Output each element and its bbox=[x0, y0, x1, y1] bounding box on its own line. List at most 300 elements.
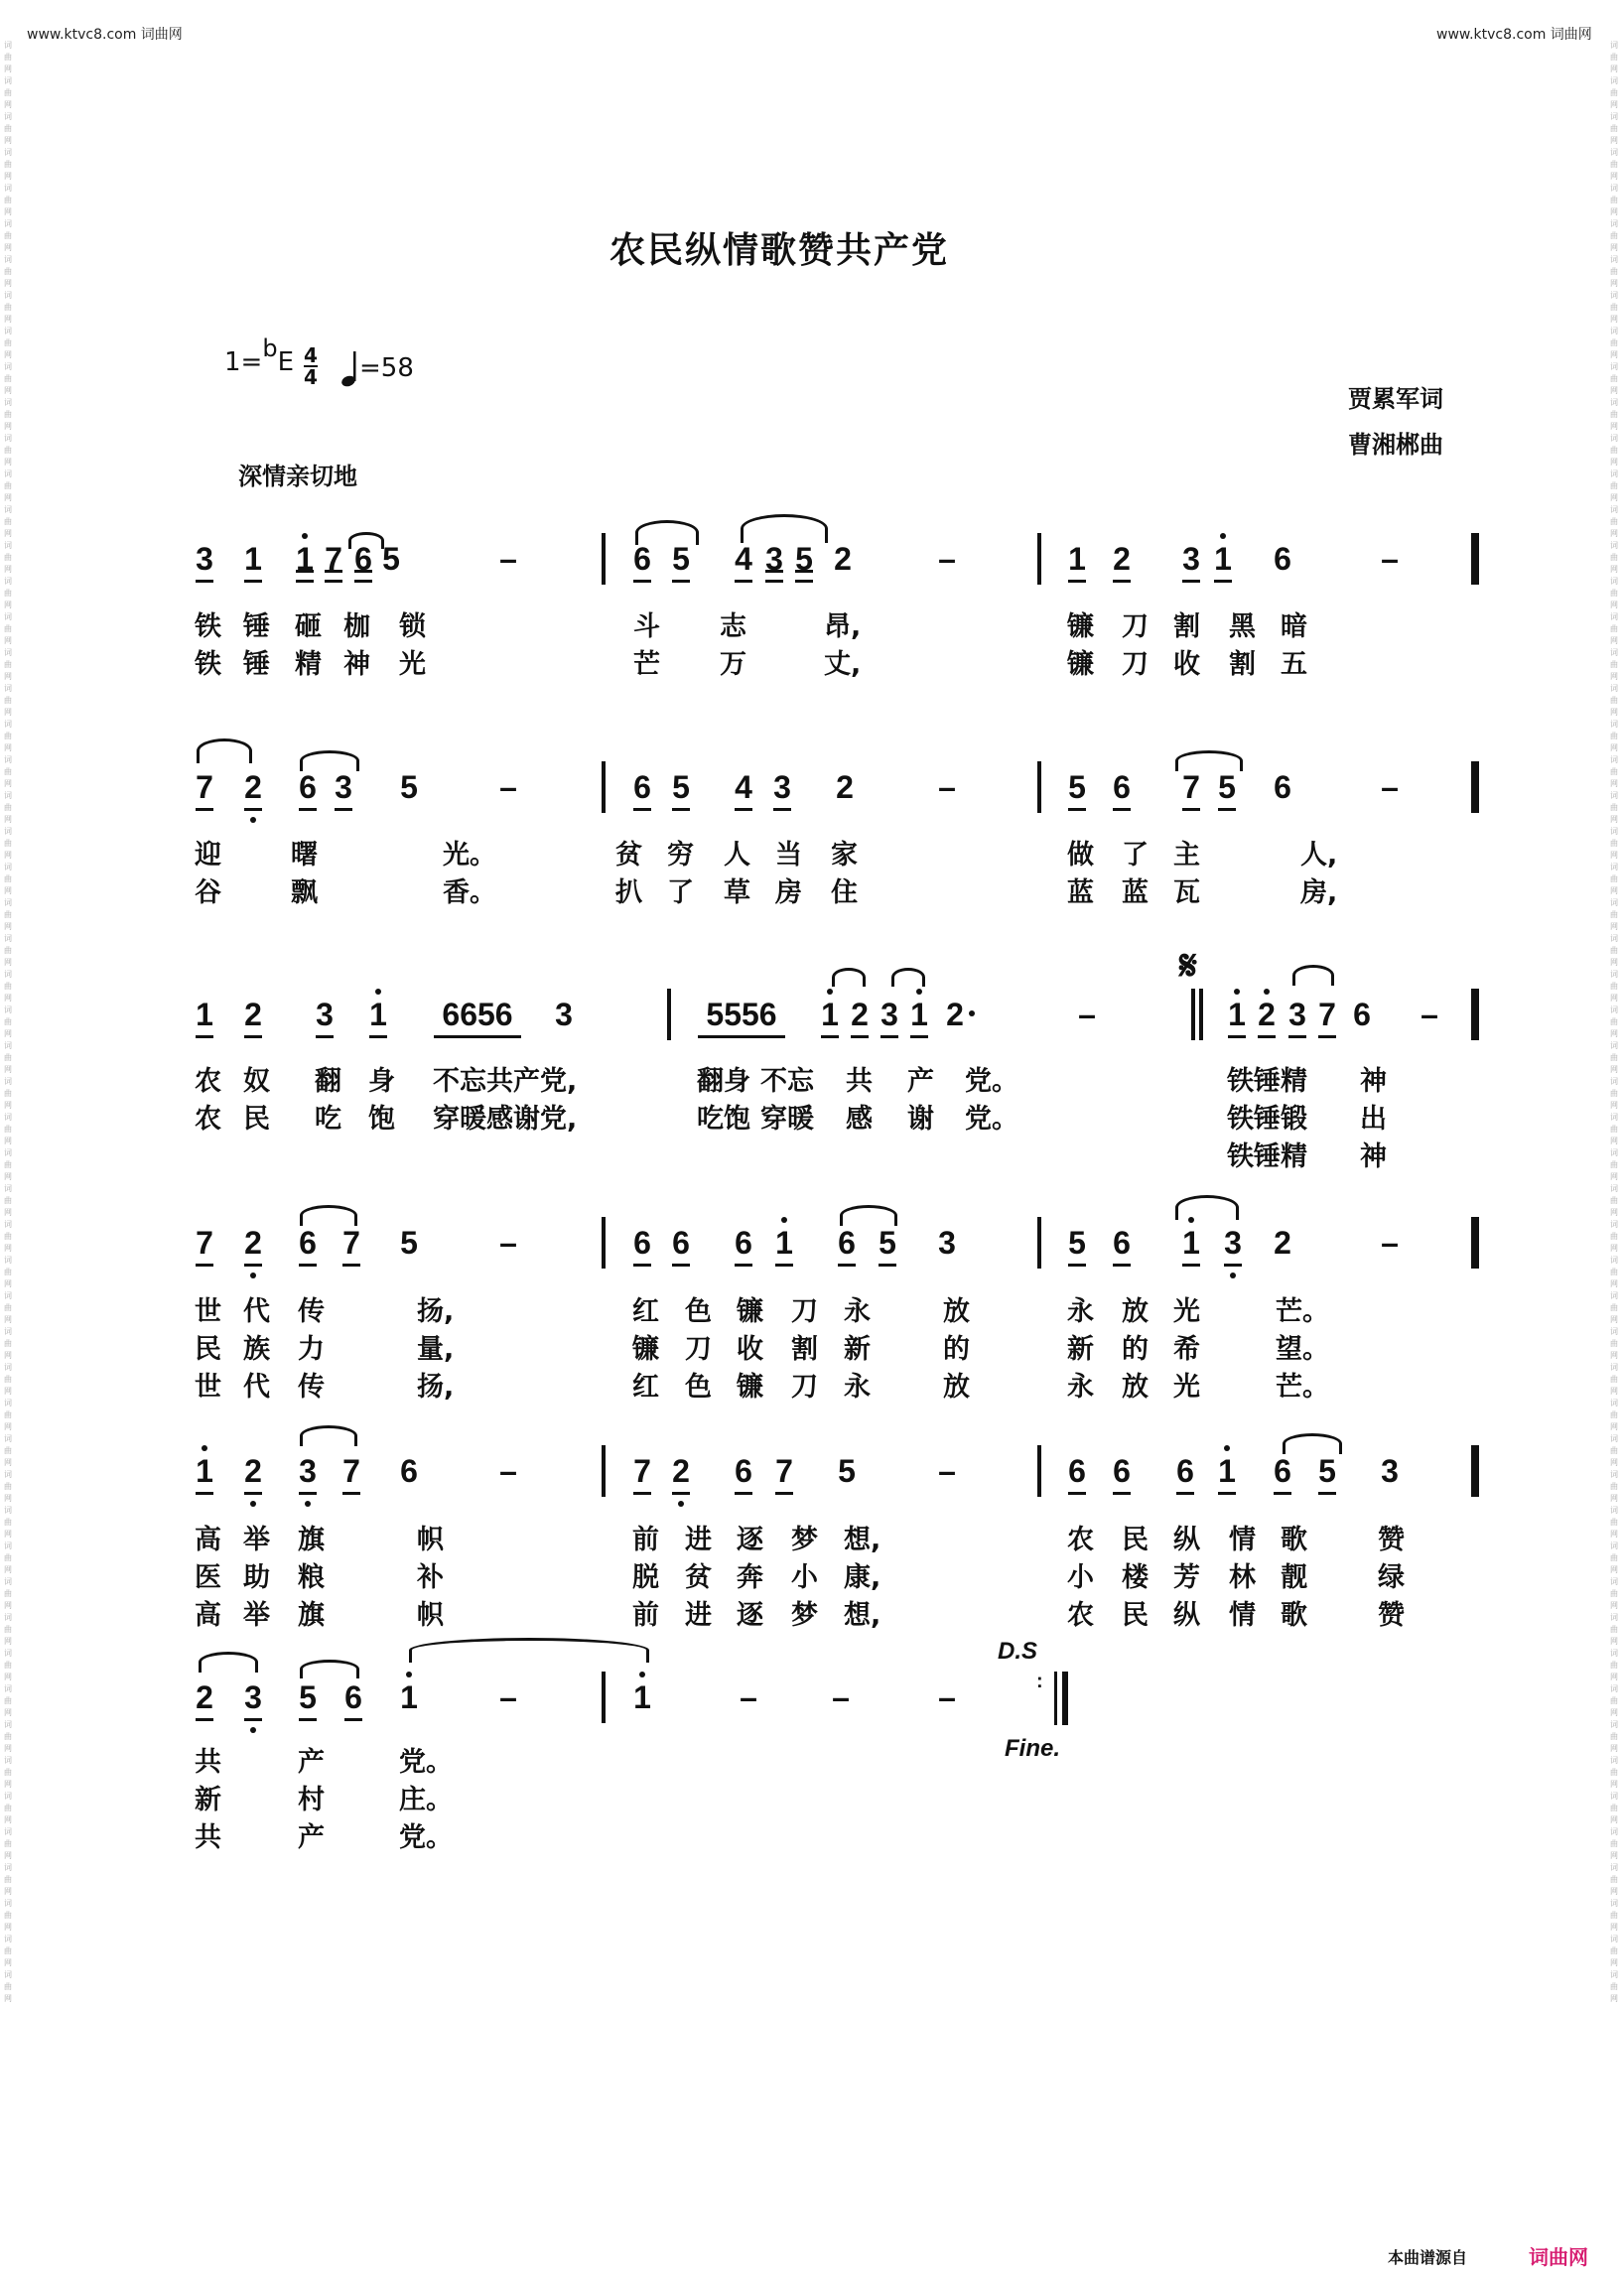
lyric: 蓝 bbox=[1122, 877, 1149, 908]
lyric: 世 bbox=[195, 1296, 221, 1327]
lyric: 光 bbox=[399, 649, 426, 680]
note: 7 bbox=[196, 769, 213, 805]
barline bbox=[1037, 533, 1041, 585]
lyric: 光 bbox=[1173, 1372, 1200, 1403]
lyric: 铁 bbox=[195, 649, 221, 680]
key-signature bbox=[224, 335, 294, 377]
lyric: 翻身 bbox=[697, 1066, 750, 1097]
note: 3 bbox=[555, 997, 573, 1032]
lyric: 锁 bbox=[399, 611, 426, 642]
barline bbox=[1037, 1217, 1041, 1269]
lyric: 刀 bbox=[791, 1372, 818, 1403]
note: 2 bbox=[243, 1453, 263, 1489]
slur bbox=[840, 1205, 897, 1226]
slur bbox=[1175, 750, 1243, 771]
lyric: 量, bbox=[417, 1334, 455, 1365]
lyric: 芒 bbox=[633, 649, 660, 680]
lyric: 传 bbox=[298, 1372, 325, 1403]
key-letter: E bbox=[277, 347, 294, 377]
lyric: 医 bbox=[195, 1562, 221, 1593]
lyric: 神 bbox=[343, 649, 370, 680]
lyric: 共 bbox=[195, 1747, 221, 1778]
low-octave-dot bbox=[250, 817, 256, 823]
lyric: 色 bbox=[685, 1372, 712, 1403]
note: 5 bbox=[1068, 769, 1086, 805]
lyric: 扬, bbox=[417, 1372, 455, 1403]
note: 7 bbox=[325, 541, 342, 577]
lyric: 刀 bbox=[1122, 611, 1149, 642]
tempo: =58 bbox=[359, 353, 414, 383]
note: 2 bbox=[1113, 541, 1131, 577]
side-watermark-left: 词曲网词曲网词曲网词曲网词曲网词曲网词曲网词曲网词曲网词曲网词曲网词曲网词曲网词曲网词曲网词曲网词曲网词曲网词曲网词曲网词曲网词曲网词曲网词曲网词曲网词曲网词曲网词曲网词曲网词曲网词曲网词曲网词曲网词曲网词曲网词曲网词曲网词曲网词曲网词曲网词曲网词曲网词曲网词曲网词曲网词曲网词曲网词曲网词曲网词曲网词曲网词曲网词曲网词曲网词曲网 bbox=[4, 41, 12, 2003]
lyric: 红 bbox=[632, 1296, 659, 1327]
note: 6 bbox=[344, 1679, 362, 1715]
note: 3 bbox=[1182, 541, 1200, 577]
lyric: 代 bbox=[243, 1372, 270, 1403]
lyric: 志 bbox=[720, 611, 746, 642]
note: 3 bbox=[1381, 1453, 1399, 1489]
lyric: 永 bbox=[1067, 1372, 1094, 1403]
note: 6 bbox=[299, 1225, 317, 1261]
note: 2 bbox=[1274, 1225, 1291, 1261]
lyric: 歌 bbox=[1281, 1525, 1307, 1555]
note: 6 bbox=[735, 1225, 752, 1261]
note: 3 bbox=[196, 541, 213, 577]
barline-end bbox=[1475, 761, 1479, 813]
lyric: 举 bbox=[243, 1600, 270, 1631]
lyric: 家 bbox=[831, 840, 858, 871]
note: 5 bbox=[382, 541, 400, 577]
high-octave-dot bbox=[1220, 533, 1226, 539]
lyric: 精 bbox=[295, 649, 322, 680]
note: – bbox=[499, 541, 517, 577]
expression-mark: 深情亲切地 bbox=[238, 463, 357, 490]
note: 7 bbox=[342, 1453, 360, 1489]
lyric: 谢 bbox=[907, 1104, 934, 1135]
lyric: 了 bbox=[667, 877, 694, 908]
lyric: 暗 bbox=[1281, 611, 1307, 642]
slur bbox=[1283, 1433, 1342, 1454]
slur bbox=[1175, 1195, 1239, 1220]
lyric: 放 bbox=[1122, 1372, 1149, 1403]
lyric: 铁 bbox=[195, 611, 221, 642]
repeat-dots: : bbox=[1036, 1671, 1043, 1692]
barline bbox=[1037, 761, 1041, 813]
slur bbox=[300, 1205, 357, 1226]
lyric: 放 bbox=[943, 1296, 970, 1327]
repeat-bar-thin bbox=[1054, 1672, 1057, 1725]
barline-end bbox=[1475, 533, 1479, 585]
note: 6 bbox=[354, 541, 372, 577]
lyric: 旗 bbox=[298, 1600, 325, 1631]
note: 5 bbox=[1318, 1453, 1336, 1489]
note: 1 bbox=[196, 997, 213, 1032]
lyric: 梦 bbox=[791, 1525, 818, 1555]
lyric: 光 bbox=[1173, 1296, 1200, 1327]
lyric: 草 bbox=[724, 877, 750, 908]
lyric: 丈, bbox=[824, 649, 862, 680]
lyric: 香。 bbox=[443, 877, 496, 908]
lyric: 赞 bbox=[1378, 1600, 1405, 1631]
note: 6 bbox=[400, 1453, 418, 1489]
lyric: 割 bbox=[791, 1334, 818, 1365]
note: 5 bbox=[299, 1679, 317, 1715]
lyric: 芳 bbox=[1173, 1562, 1200, 1593]
lyric: 永 bbox=[1067, 1296, 1094, 1327]
lyric: 小 bbox=[1067, 1562, 1094, 1593]
slur bbox=[891, 968, 925, 987]
lyric: 想, bbox=[844, 1600, 881, 1631]
high-octave-dot bbox=[202, 1445, 207, 1451]
note: 3 bbox=[1223, 1225, 1243, 1261]
lyric: 红 bbox=[632, 1372, 659, 1403]
note: 2 bbox=[851, 997, 869, 1032]
note: 6 bbox=[1113, 1225, 1131, 1261]
barline bbox=[602, 1217, 606, 1269]
lyric: 新 bbox=[195, 1785, 221, 1815]
lyric: 扒 bbox=[615, 877, 642, 908]
note: 6 bbox=[1113, 1453, 1131, 1489]
note: – bbox=[1381, 541, 1399, 577]
lyric: 楼 bbox=[1122, 1562, 1149, 1593]
lyric: 翻 bbox=[315, 1066, 341, 1097]
lyric: 穷 bbox=[667, 840, 694, 871]
lyric: 高 bbox=[195, 1600, 221, 1631]
lyric: 昂, bbox=[824, 611, 862, 642]
barline-end bbox=[1475, 1217, 1479, 1269]
lyric: 穿暖感谢党, bbox=[433, 1104, 578, 1135]
note: 1 bbox=[1213, 541, 1233, 577]
note: – bbox=[499, 1453, 517, 1489]
low-octave-dot bbox=[678, 1501, 684, 1507]
high-octave-dot bbox=[827, 989, 833, 995]
lyric: 粮 bbox=[298, 1562, 325, 1593]
note: – bbox=[1381, 769, 1399, 805]
lyric: 永 bbox=[844, 1372, 871, 1403]
lyric: 前 bbox=[632, 1525, 659, 1555]
lyric: 进 bbox=[685, 1525, 712, 1555]
lyric: 房, bbox=[1300, 877, 1338, 908]
note: 2 bbox=[834, 541, 852, 577]
barline bbox=[667, 989, 671, 1040]
note: 7 bbox=[633, 1453, 651, 1489]
low-octave-dot bbox=[250, 1273, 256, 1278]
note: 3 bbox=[938, 1225, 956, 1261]
note: 1 bbox=[1227, 997, 1247, 1032]
lyric: 铁锤锻 bbox=[1227, 1104, 1307, 1135]
note: 2 bbox=[243, 1225, 263, 1261]
note: 1 bbox=[244, 541, 262, 577]
lyric: 民 bbox=[195, 1334, 221, 1365]
high-octave-dot bbox=[1234, 989, 1240, 995]
lyric: 色 bbox=[685, 1296, 712, 1327]
slur bbox=[300, 1425, 357, 1446]
footer-source: 本曲谱源自 bbox=[1388, 2248, 1468, 2267]
slur bbox=[741, 514, 828, 543]
lyric: 曙 bbox=[291, 840, 318, 871]
note: – bbox=[499, 1679, 517, 1715]
lyric: 穿暖 bbox=[760, 1104, 814, 1135]
lyric: 赞 bbox=[1378, 1525, 1405, 1555]
lyric: 了 bbox=[1122, 840, 1149, 871]
lyric: 飘 bbox=[291, 877, 318, 908]
note: 5 bbox=[1068, 1225, 1086, 1261]
note: 7 bbox=[1318, 997, 1336, 1032]
slur bbox=[635, 520, 699, 545]
lyric: 高 bbox=[195, 1525, 221, 1555]
lyric: 党。 bbox=[965, 1066, 1018, 1097]
note: 6 bbox=[1274, 769, 1291, 805]
time-num: 4 bbox=[304, 343, 318, 367]
lyric: 奔 bbox=[737, 1562, 763, 1593]
lyric: 林 bbox=[1229, 1562, 1256, 1593]
lyric: 情 bbox=[1229, 1600, 1256, 1631]
lyric: 贫 bbox=[685, 1562, 712, 1593]
lyric: 靓 bbox=[1281, 1562, 1307, 1593]
lyric: 党。 bbox=[965, 1104, 1018, 1135]
lyricist: 贾累军词 bbox=[1348, 385, 1443, 413]
note: – bbox=[1421, 997, 1438, 1032]
note: – bbox=[938, 541, 956, 577]
lyric: 帜 bbox=[417, 1525, 444, 1555]
lyric: 小 bbox=[791, 1562, 818, 1593]
note: – bbox=[832, 1679, 850, 1715]
lyric: 收 bbox=[1173, 649, 1200, 680]
barline bbox=[602, 533, 606, 585]
barline bbox=[602, 1445, 606, 1497]
watermark-right: www.ktvc8.com 词曲网 bbox=[1436, 27, 1592, 43]
barline bbox=[1191, 989, 1195, 1040]
lyric: 共 bbox=[195, 1822, 221, 1853]
lyric: 瓦 bbox=[1173, 877, 1200, 908]
note: 3 bbox=[773, 769, 791, 805]
lyric: 神 bbox=[1360, 1141, 1387, 1172]
slur bbox=[409, 1638, 649, 1663]
lyric: 旗 bbox=[298, 1525, 325, 1555]
watermark-left: www.ktvc8.com 词曲网 bbox=[27, 27, 183, 43]
footer-brand[interactable]: 词曲网 bbox=[1529, 2245, 1588, 2269]
high-octave-dot bbox=[1264, 989, 1270, 995]
note: 2 bbox=[244, 997, 262, 1032]
note: 3 bbox=[243, 1679, 263, 1715]
note: 6 bbox=[672, 1225, 690, 1261]
note: 6 bbox=[633, 1225, 651, 1261]
lyric: 斗 bbox=[633, 611, 660, 642]
high-octave-dot bbox=[916, 989, 922, 995]
lyric: 民 bbox=[1122, 1525, 1149, 1555]
lyric: 产 bbox=[907, 1066, 934, 1097]
lyric: 感 bbox=[846, 1104, 873, 1135]
low-octave-dot bbox=[305, 1501, 311, 1507]
side-watermark-right: 词曲网词曲网词曲网词曲网词曲网词曲网词曲网词曲网词曲网词曲网词曲网词曲网词曲网词曲网词曲网词曲网词曲网词曲网词曲网词曲网词曲网词曲网词曲网词曲网词曲网词曲网词曲网词曲网词曲网词曲网词曲网词曲网词曲网词曲网词曲网词曲网词曲网词曲网词曲网词曲网词曲网词曲网词曲网词曲网词曲网词曲网词曲网词曲网词曲网词曲网词曲网词曲网词曲网词曲网词曲网 bbox=[1610, 41, 1618, 2003]
note: 1 bbox=[1068, 541, 1086, 577]
time-den: 4 bbox=[304, 365, 318, 389]
note: 3 bbox=[335, 769, 352, 805]
lyric: 锤 bbox=[243, 611, 270, 642]
note: 1 bbox=[820, 997, 840, 1032]
high-octave-dot bbox=[406, 1672, 412, 1677]
note: 5 bbox=[879, 1225, 896, 1261]
note: 7 bbox=[775, 1453, 793, 1489]
low-octave-dot bbox=[1230, 1273, 1236, 1278]
note: 6 bbox=[1113, 769, 1131, 805]
note: – bbox=[740, 1679, 757, 1715]
barline bbox=[1199, 989, 1203, 1040]
note: 6 bbox=[1068, 1453, 1086, 1489]
lyric: 前 bbox=[632, 1600, 659, 1631]
note: 3 bbox=[316, 997, 334, 1032]
barline bbox=[602, 1672, 606, 1723]
lyric: 民 bbox=[1122, 1600, 1149, 1631]
note: – bbox=[938, 1453, 956, 1489]
note: 2 bbox=[1257, 997, 1277, 1032]
lyric: 世 bbox=[195, 1372, 221, 1403]
lyric: 族 bbox=[243, 1334, 270, 1365]
lyric: 当 bbox=[775, 840, 802, 871]
lyric: 歌 bbox=[1281, 1600, 1307, 1631]
note: 5 bbox=[400, 1225, 418, 1261]
slur bbox=[197, 738, 252, 763]
lyric: 梦 bbox=[791, 1600, 818, 1631]
lyric: 万 bbox=[720, 649, 746, 680]
lyric: 不忘共产党, bbox=[433, 1066, 578, 1097]
lyric: 脱 bbox=[632, 1562, 659, 1593]
lyric: 镰 bbox=[1067, 649, 1094, 680]
lyric: 永 bbox=[844, 1296, 871, 1327]
lyric: 望。 bbox=[1276, 1334, 1329, 1365]
note: 6 bbox=[838, 1225, 856, 1261]
note: – bbox=[938, 1679, 956, 1715]
note: 6 bbox=[1274, 1453, 1291, 1489]
note: 4 bbox=[735, 769, 752, 805]
note: 7 bbox=[196, 1225, 213, 1261]
lyric: 帜 bbox=[417, 1600, 444, 1631]
lyric: 吃 bbox=[315, 1104, 341, 1135]
barline bbox=[602, 761, 606, 813]
lyric: 神 bbox=[1360, 1066, 1387, 1097]
note: 1 bbox=[774, 1225, 794, 1261]
note: 6 bbox=[299, 769, 317, 805]
lyric: 康, bbox=[844, 1562, 881, 1593]
note: 5 bbox=[400, 769, 418, 805]
note: 1 bbox=[195, 1453, 214, 1489]
lyric: 代 bbox=[243, 1296, 270, 1327]
lyric: 绿 bbox=[1378, 1562, 1405, 1593]
lyric: 新 bbox=[1067, 1334, 1094, 1365]
note: 6 bbox=[633, 541, 651, 577]
lyric: 谷 bbox=[195, 877, 221, 908]
note: 2 bbox=[671, 1453, 691, 1489]
lyric: 住 bbox=[831, 877, 858, 908]
lyric: 黑 bbox=[1229, 611, 1256, 642]
lyric: 产 bbox=[298, 1822, 325, 1853]
note: – bbox=[1381, 1225, 1399, 1261]
lyric: 镰 bbox=[737, 1296, 763, 1327]
lyric: 割 bbox=[1173, 611, 1200, 642]
ds-mark: D.S bbox=[998, 1638, 1038, 1665]
lyric: 砸 bbox=[295, 611, 322, 642]
note: 6 bbox=[735, 1453, 752, 1489]
high-octave-dot bbox=[639, 1672, 645, 1677]
lyric: 主 bbox=[1173, 840, 1200, 871]
lyric: 枷 bbox=[343, 611, 370, 642]
lyric: 村 bbox=[298, 1785, 325, 1815]
page-title: 农民纵情歌赞共产党 bbox=[609, 230, 950, 271]
lyric: 共 bbox=[846, 1066, 873, 1097]
low-octave-dot bbox=[250, 1727, 256, 1733]
lyric: 贫 bbox=[615, 840, 642, 871]
note: 4 bbox=[735, 541, 752, 577]
note: 2 bbox=[836, 769, 854, 805]
lyric: 刀 bbox=[685, 1334, 712, 1365]
note: 1 bbox=[1181, 1225, 1201, 1261]
note: – bbox=[938, 769, 956, 805]
lyric: 庄。 bbox=[399, 1785, 453, 1815]
key-one: 1= bbox=[224, 347, 263, 377]
lyric: 收 bbox=[737, 1334, 763, 1365]
lyric: 产 bbox=[298, 1747, 325, 1778]
lyric: 扬, bbox=[417, 1296, 455, 1327]
lyric: 做 bbox=[1067, 840, 1094, 871]
note: 5 bbox=[1218, 769, 1236, 805]
aug-dot bbox=[969, 1010, 975, 1016]
lyric: 进 bbox=[685, 1600, 712, 1631]
lyric: 饱 bbox=[368, 1104, 395, 1135]
lyric: 刀 bbox=[1122, 649, 1149, 680]
note: 6656 bbox=[433, 997, 522, 1032]
note: 3 bbox=[880, 997, 898, 1032]
lyric: 镰 bbox=[632, 1334, 659, 1365]
lyric: 铁锤精 bbox=[1227, 1066, 1307, 1097]
lyric: 锤 bbox=[243, 649, 270, 680]
note: 6 bbox=[1176, 1453, 1194, 1489]
lyric: 芒。 bbox=[1276, 1296, 1329, 1327]
lyric: 传 bbox=[298, 1296, 325, 1327]
note: 1 bbox=[399, 1679, 419, 1715]
barline bbox=[1037, 1445, 1041, 1497]
lyric: 铁锤精 bbox=[1227, 1141, 1307, 1172]
lyric: 纵 bbox=[1173, 1600, 1200, 1631]
slur bbox=[300, 750, 359, 771]
note: 5556 bbox=[697, 997, 786, 1032]
note: – bbox=[499, 1225, 517, 1261]
note: 1 bbox=[368, 997, 388, 1032]
lyric: 新 bbox=[844, 1334, 871, 1365]
low-octave-dot bbox=[250, 1501, 256, 1507]
lyric: 纵 bbox=[1173, 1525, 1200, 1555]
slur bbox=[199, 1652, 258, 1673]
repeat-bar-thick bbox=[1062, 1672, 1068, 1725]
lyric: 农 bbox=[195, 1104, 221, 1135]
note: 6 bbox=[1353, 997, 1371, 1032]
note: – bbox=[1078, 997, 1096, 1032]
slur bbox=[348, 532, 384, 549]
lyric: 吃饱 bbox=[697, 1104, 750, 1135]
lyric: 放 bbox=[1122, 1296, 1149, 1327]
flat-sign: b bbox=[262, 335, 278, 362]
lyric: 逐 bbox=[737, 1525, 763, 1555]
lyric: 房 bbox=[775, 877, 802, 908]
lyric: 芒。 bbox=[1276, 1372, 1329, 1403]
lyric: 割 bbox=[1229, 649, 1256, 680]
slur bbox=[1292, 965, 1334, 986]
note: 7 bbox=[342, 1225, 360, 1261]
note: 3 bbox=[765, 541, 783, 577]
barline-end bbox=[1475, 989, 1479, 1040]
lyric: 五 bbox=[1281, 649, 1307, 680]
lyric: 奴 bbox=[243, 1066, 270, 1097]
high-octave-dot bbox=[781, 1217, 787, 1223]
